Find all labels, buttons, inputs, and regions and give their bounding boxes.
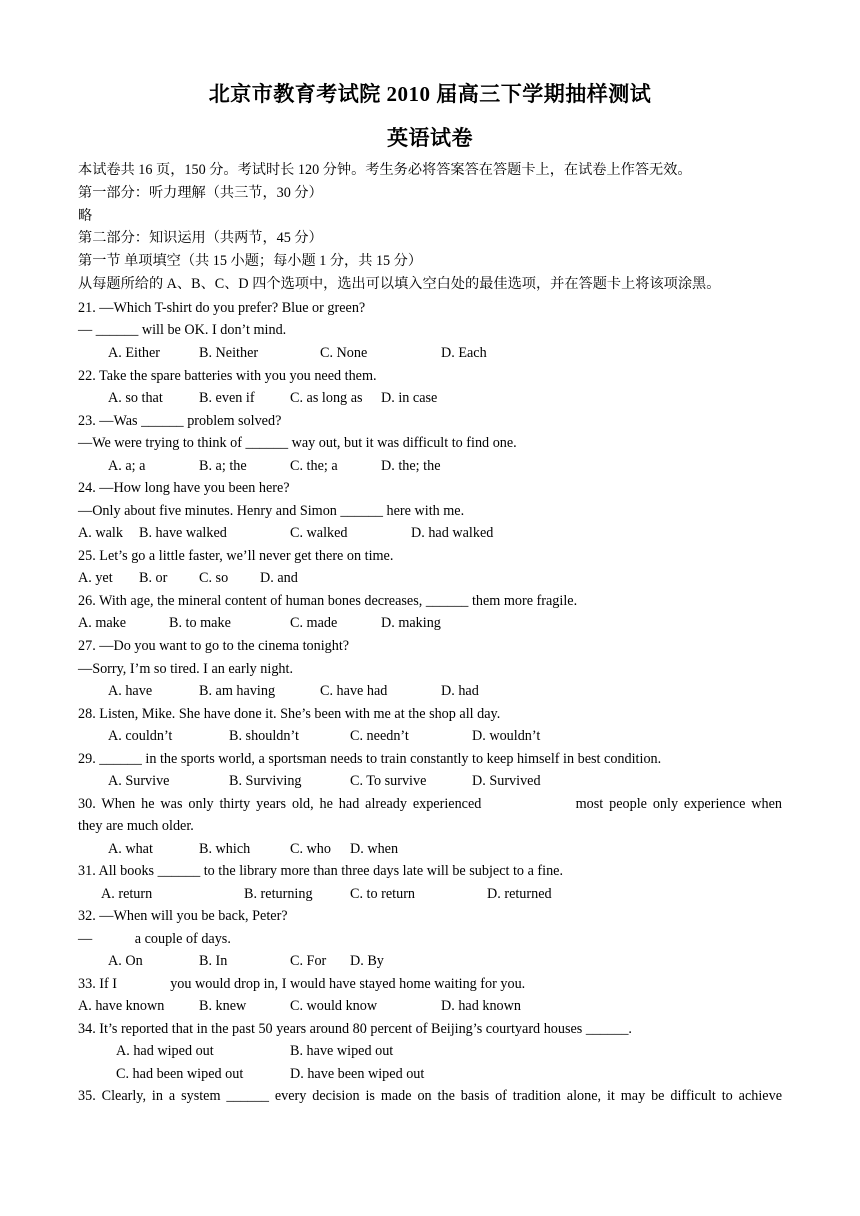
question-text: 24. —How long have you been here? (78, 480, 290, 496)
option: C. who (290, 841, 331, 857)
option: C. had been wiped out (116, 1066, 244, 1082)
option: D. wouldn’t (472, 728, 541, 744)
option: C. would know (290, 998, 378, 1014)
option: B. which (199, 841, 251, 857)
exam-title: 北京市教育考试院 2010 届高三下学期抽样测试 (208, 82, 652, 106)
option: C. To survive (350, 773, 427, 789)
option: B. or (139, 570, 168, 586)
option: B. In (199, 953, 228, 969)
question-text: 32. —When will you be back, Peter? (78, 908, 288, 924)
option: A. walk (78, 525, 123, 541)
option: D. Each (441, 345, 487, 361)
question-text: 29. ______ in the sports world, a sportsman needs to train constantly to keep himself in best condition. (78, 751, 662, 767)
section-heading: 第二部分：知识运用（共两节，45 分） (78, 230, 323, 246)
question-text: —Sorry, I’m so tired. I an early night. (78, 661, 293, 677)
option: A. yet (78, 570, 113, 586)
option: A. On (108, 953, 143, 969)
question-text: 31. All books ______ to the library more than three days late will be subject to a fine. (78, 863, 564, 879)
option: A. couldn’t (108, 728, 173, 744)
option: A. so that (108, 390, 163, 406)
question-text: 27. —Do you want to go to the cinema tonight? (78, 638, 350, 654)
option: D. had (441, 683, 479, 699)
option: B. knew (199, 998, 247, 1014)
option: B. to make (169, 615, 231, 631)
option: D. and (260, 570, 298, 586)
subsection-heading: 第一节 单项填空（共 15 小题；每小题 1 分，共 15 分） (78, 253, 423, 269)
option: D. Survived (472, 773, 541, 789)
option: B. am having (199, 683, 276, 699)
question-text: —Only about five minutes. Henry and Simon ______ here with me. (78, 503, 465, 519)
option: D. By (350, 953, 384, 969)
question-text: — ______ will be OK. I don’t mind. (78, 322, 287, 338)
option: C. walked (290, 525, 348, 541)
option: B. even if (199, 390, 255, 406)
option: B. Surviving (229, 773, 302, 789)
option: C. so (199, 570, 229, 586)
option: B. have wiped out (290, 1043, 394, 1059)
option: C. For (290, 953, 327, 969)
question-text: they are much older. (78, 818, 194, 834)
option: C. have had (320, 683, 388, 699)
question-text: 34. It’s reported that in the past 50 years around 80 percent of Beijing’s courtyard houses ______. (78, 1021, 632, 1037)
question-text: 30. When he was only thirty years old, he had already experienced most people only experience when (78, 796, 782, 812)
option: A. have known (78, 998, 165, 1014)
option: C. needn’t (350, 728, 409, 744)
option: C. made (290, 615, 338, 631)
question-text: 21. —Which T-shirt do you prefer? Blue or green? (78, 300, 366, 316)
option: B. returning (244, 886, 313, 902)
section-note: 略 (78, 208, 93, 224)
option: B. a; the (199, 458, 247, 474)
question-text: 23. —Was ______ problem solved? (78, 413, 282, 429)
option: D. making (381, 615, 441, 631)
subsection-instructions: 从每题所给的 A、B、C、D 四个选项中，选出可以填入空白处的最佳选项，并在答题卡上将该项涂黑。 (78, 276, 721, 292)
question-text: — a couple of days. (78, 931, 231, 947)
option: D. had known (441, 998, 521, 1014)
option: A. Survive (108, 773, 170, 789)
option: D. the; the (381, 458, 441, 474)
option: A. a; a (108, 458, 146, 474)
exam-subtitle: 英语试卷 (387, 126, 473, 150)
option: C. to return (350, 886, 416, 902)
option: D. had walked (411, 525, 494, 541)
question-text: 26. With age, the mineral content of human bones decreases, ______ them more fragile. (78, 593, 578, 609)
question-text: 25. Let’s go a little faster, we’ll never get there on time. (78, 548, 394, 564)
option: C. None (320, 345, 368, 361)
option: A. had wiped out (116, 1043, 214, 1059)
option: D. have been wiped out (290, 1066, 425, 1082)
section-heading: 第一部分：听力理解（共三节，30 分） (78, 185, 323, 201)
option: A. return (101, 886, 153, 902)
question-text: 28. Listen, Mike. She have done it. She’s been with me at the shop all day. (78, 706, 501, 722)
question-text: 35. Clearly, in a system ______ every decision is made on the basis of tradition alone, it may be difficult to achieve (78, 1088, 782, 1104)
option: A. Either (108, 345, 161, 361)
option: B. have walked (139, 525, 227, 541)
option: D. in case (381, 390, 438, 406)
option: C. as long as (290, 390, 363, 406)
option: D. returned (487, 886, 552, 902)
option: A. make (78, 615, 127, 631)
option: A. what (108, 841, 153, 857)
option: D. when (350, 841, 399, 857)
option: C. the; a (290, 458, 338, 474)
exam-instructions: 本试卷共 16 页，150 分。考试时长 120 分钟。考生务必将答案答在答题卡上，在试卷上作答无效。 (78, 162, 692, 178)
question-text: 33. If I you would drop in, I would have stayed home waiting for you. (78, 976, 526, 992)
option: B. shouldn’t (229, 728, 299, 744)
question-text: —We were trying to think of ______ way out, but it was difficult to find one. (78, 435, 517, 451)
option: A. have (108, 683, 153, 699)
question-text: 22. Take the spare batteries with you you need them. (78, 368, 377, 384)
option: B. Neither (199, 345, 259, 361)
